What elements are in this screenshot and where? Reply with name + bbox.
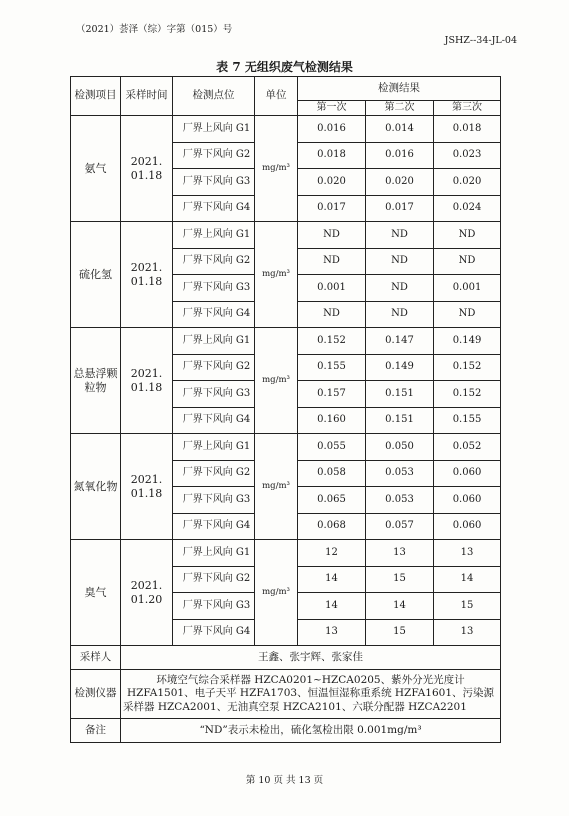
test-point: 厂界下风向 G2 [173, 354, 255, 381]
test-item: 氮氧化物 [71, 434, 121, 540]
result-value-run-3: 0.001 [434, 275, 501, 302]
test-point: 厂界上风向 G1 [173, 222, 255, 249]
col-header-run-2: 第二次 [366, 101, 434, 116]
result-value-run-2: 0.014 [366, 116, 434, 143]
test-point: 厂界上风向 G1 [173, 116, 255, 143]
test-point: 厂界下风向 G4 [173, 407, 255, 434]
result-value-run-3: 0.060 [434, 513, 501, 540]
unit: mg/m³ [255, 540, 298, 646]
instruments-value: 环境空气综合采样器 HZCA0201~HZCA0205、紫外分光光度计 HZFA1501、电子天平 HZFA1703、恒温恒湿称重系统 HZFA1601、污染源采样器 HZCA2001、无油真空泵 HZCA2101、六联分配器 HZCA2201 [121, 670, 501, 719]
result-value-run-3: 0.020 [434, 169, 501, 196]
result-value-run-1: 0.157 [298, 381, 366, 408]
sampler-value: 王鑫、张宇辉、张家佳 [121, 646, 501, 670]
unit: mg/m³ [255, 116, 298, 222]
result-value-run-3: 0.152 [434, 354, 501, 381]
result-value-run-3: ND [434, 301, 501, 328]
result-value-run-3: 0.152 [434, 381, 501, 408]
table-row [71, 540, 501, 567]
result-value-run-2: 0.149 [366, 354, 434, 381]
result-value-run-2: 0.020 [366, 169, 434, 196]
test-point: 厂界下风向 G3 [173, 593, 255, 620]
result-value-run-3: 0.060 [434, 487, 501, 514]
result-value-run-1: 14 [298, 566, 366, 593]
result-value-run-2: 0.016 [366, 142, 434, 169]
report-number: （2021）荟泽（综）字第（015）号 [76, 24, 233, 35]
sampling-time: 2021. 01.18 [121, 116, 173, 222]
sampling-time: 2021. 01.18 [121, 328, 173, 434]
sampler-label: 采样人 [71, 646, 121, 670]
result-value-run-3: 13 [434, 540, 501, 567]
result-value-run-1: 0.020 [298, 169, 366, 196]
test-point: 厂界下风向 G4 [173, 619, 255, 646]
page-number: 第 10 页 共 13 页 [245, 775, 324, 786]
result-value-run-2: ND [366, 275, 434, 302]
result-value-run-2: 15 [366, 619, 434, 646]
sampling-time: 2021. 01.18 [121, 434, 173, 540]
col-header-run-3: 第三次 [434, 101, 501, 116]
result-value-run-1: 13 [298, 619, 366, 646]
result-value-run-1: 0.017 [298, 195, 366, 222]
table-row [71, 222, 501, 249]
table-row [71, 328, 501, 355]
instruments-label: 检测仪器 [71, 670, 121, 719]
result-value-run-3: 0.060 [434, 460, 501, 487]
test-point: 厂界下风向 G3 [173, 275, 255, 302]
result-value-run-1: 0.001 [298, 275, 366, 302]
test-point: 厂界下风向 G2 [173, 248, 255, 275]
result-value-run-2: 0.147 [366, 328, 434, 355]
col-header-item: 检测项目 [71, 77, 121, 116]
result-value-run-1: 0.068 [298, 513, 366, 540]
test-point: 厂界下风向 G2 [173, 142, 255, 169]
result-value-run-1: 0.016 [298, 116, 366, 143]
result-value-run-1: ND [298, 222, 366, 249]
result-value-run-2: 0.053 [366, 460, 434, 487]
remark-label: 备注 [71, 719, 121, 743]
result-value-run-2: 0.017 [366, 195, 434, 222]
col-header-time: 采样时间 [121, 77, 173, 116]
col-header-result: 检测结果 [298, 77, 501, 101]
result-value-run-1: 0.155 [298, 354, 366, 381]
result-value-run-2: 14 [366, 593, 434, 620]
result-value-run-1: ND [298, 301, 366, 328]
test-item: 臭气 [71, 540, 121, 646]
result-value-run-2: 0.151 [366, 381, 434, 408]
result-value-run-1: 12 [298, 540, 366, 567]
table-row [71, 434, 501, 461]
test-point: 厂界下风向 G3 [173, 487, 255, 514]
result-value-run-2: 13 [366, 540, 434, 567]
result-value-run-1: 0.152 [298, 328, 366, 355]
result-value-run-3: 13 [434, 619, 501, 646]
result-value-run-3: ND [434, 248, 501, 275]
col-header-run-1: 第一次 [298, 101, 366, 116]
test-point: 厂界下风向 G4 [173, 301, 255, 328]
unit: mg/m³ [255, 328, 298, 434]
result-value-run-2: ND [366, 222, 434, 249]
test-point: 厂界下风向 G3 [173, 381, 255, 408]
results-table [70, 76, 501, 743]
result-value-run-2: 0.151 [366, 407, 434, 434]
result-value-run-3: 0.023 [434, 142, 501, 169]
test-point: 厂界上风向 G1 [173, 540, 255, 567]
result-value-run-3: 0.149 [434, 328, 501, 355]
unit: mg/m³ [255, 222, 298, 328]
test-point: 厂界下风向 G4 [173, 195, 255, 222]
test-item: 硫化氢 [71, 222, 121, 328]
sampling-time: 2021. 01.18 [121, 222, 173, 328]
test-point: 厂界上风向 G1 [173, 434, 255, 461]
result-value-run-1: ND [298, 248, 366, 275]
result-value-run-1: 0.065 [298, 487, 366, 514]
table-row [71, 116, 501, 143]
result-value-run-3: 14 [434, 566, 501, 593]
test-item: 总悬浮颗 粒物 [71, 328, 121, 434]
test-point: 厂界上风向 G1 [173, 328, 255, 355]
result-value-run-3: 0.052 [434, 434, 501, 461]
col-header-point: 检测点位 [173, 77, 255, 116]
table-title: 表 7 无组织废气检测结果 [216, 60, 353, 74]
result-value-run-1: 14 [298, 593, 366, 620]
test-point: 厂界下风向 G2 [173, 460, 255, 487]
result-value-run-2: 0.050 [366, 434, 434, 461]
test-item: 氨气 [71, 116, 121, 222]
test-point: 厂界下风向 G3 [173, 169, 255, 196]
document-code: JSHZ--34-JL-04 [444, 35, 517, 46]
result-value-run-1: 0.018 [298, 142, 366, 169]
sampling-time: 2021. 01.20 [121, 540, 173, 646]
result-value-run-3: 15 [434, 593, 501, 620]
col-header-unit: 单位 [255, 77, 298, 116]
result-value-run-3: 0.024 [434, 195, 501, 222]
remark-value: “ND”表示未检出，硫化氢检出限 0.001mg/m³ [121, 719, 501, 743]
result-value-run-2: ND [366, 248, 434, 275]
result-value-run-2: ND [366, 301, 434, 328]
result-value-run-2: 0.053 [366, 487, 434, 514]
test-point: 厂界下风向 G4 [173, 513, 255, 540]
result-value-run-2: 15 [366, 566, 434, 593]
test-point: 厂界下风向 G2 [173, 566, 255, 593]
result-value-run-3: 0.155 [434, 407, 501, 434]
result-value-run-2: 0.057 [366, 513, 434, 540]
result-value-run-3: 0.018 [434, 116, 501, 143]
result-value-run-3: ND [434, 222, 501, 249]
unit: mg/m³ [255, 434, 298, 540]
result-value-run-1: 0.055 [298, 434, 366, 461]
result-value-run-1: 0.058 [298, 460, 366, 487]
result-value-run-1: 0.160 [298, 407, 366, 434]
